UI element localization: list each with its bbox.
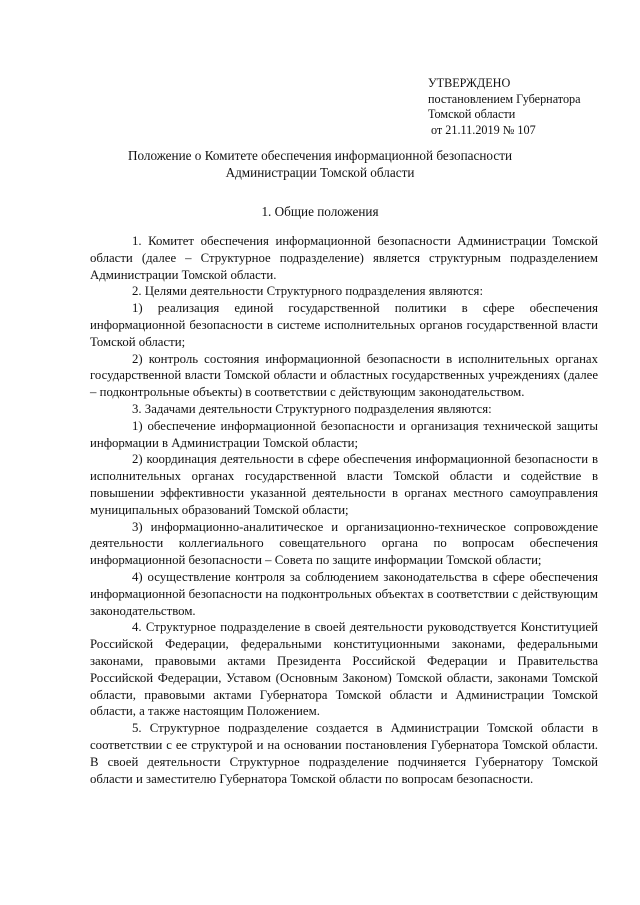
paragraph-2-item-2: 2) контроль состояния информационной безопасности в исполнительных органах государственной власти Томской области и областных государственных учреждениях (далее – подконтрольные объекты) в соответствии с действующим законодательством. (90, 351, 598, 400)
document-title-line2: Администрации Томской области (225, 165, 415, 180)
approval-region: Томской области (428, 107, 516, 122)
paragraph-3: 3. Задачами деятельности Структурного подразделения являются: (132, 401, 492, 416)
section-heading: 1. Общие положения (261, 204, 379, 219)
approval-heading: УТВЕРЖДЕНО (428, 76, 511, 90)
paragraph-3-item-2: 2) координация деятельности в сфере обеспечения информационной безопасности в исполнительных органах государственной власти Томской области и содействие в повышении эффективности указанной деятельности в органах местного самоуправления муниципальных образований Томской области; (90, 452, 598, 517)
paragraph-3-item-3: 3) информационно-аналитическое и организационно-техническое сопровождение деятельности коллегиального совещательного органа по вопросам обеспечения информационной безопасности – Совета по защите информации Томской области; (90, 519, 598, 568)
document-title (90, 147, 550, 181)
paragraph-4: 4. Структурное подразделение в своей деятельности руководствуется Конституцией Российской Федерации, федеральными конституционными законами, федеральными законами, правовыми актами Президента Российской Федерации и Правительства Российской Федерации, Уставом (Основным Законом) Томской области, законами Томской области, правовыми актами Губернатора Томской области и Администрации Томской области, а также настоящим Положением. (90, 620, 598, 719)
paragraph-3-item-4: 4) осуществление контроля за соблюдением законодательства в сфере обеспечения информационной безопасности на подконтрольных объектах в соответствии с действующим законодательством. (90, 569, 598, 618)
paragraph-1: 1. Комитет обеспечения информационной безопасности Администрации Томской области (далее – Структурное подразделение) является структурным подразделением Администрации Томской области. (90, 234, 598, 282)
document-body (90, 233, 598, 787)
paragraph-2: 2. Целями деятельности Структурного подразделения являются: (132, 284, 484, 299)
document-title-line1: Положение о Комитете обеспечения информационной безопасности (127, 148, 513, 163)
paragraph-3-item-1: 1) обеспечение информационной безопасности и организация технической защиты информации в Администрации Томской области; (90, 418, 598, 450)
approval-date-number: от 21.11.2019 № 107 (431, 122, 536, 137)
approval-decree: постановлением Губернатора (428, 91, 581, 106)
approval-stamp (428, 76, 628, 138)
paragraph-2-item-1: 1) реализация единой государственной политики в сфере обеспечения информационной безопасности в системе исполнительных органов государственной власти Томской области; (90, 301, 598, 349)
paragraph-5: 5. Структурное подразделение создается в Администрации Томской области в соответствии с ее структурой и на основании постановления Губернатора Томской области. В своей деятельности Структурное подразделение подчиняется Губернатору Томской области и заместителю Губернатора Томской области по вопросам безопасности. (90, 721, 598, 786)
